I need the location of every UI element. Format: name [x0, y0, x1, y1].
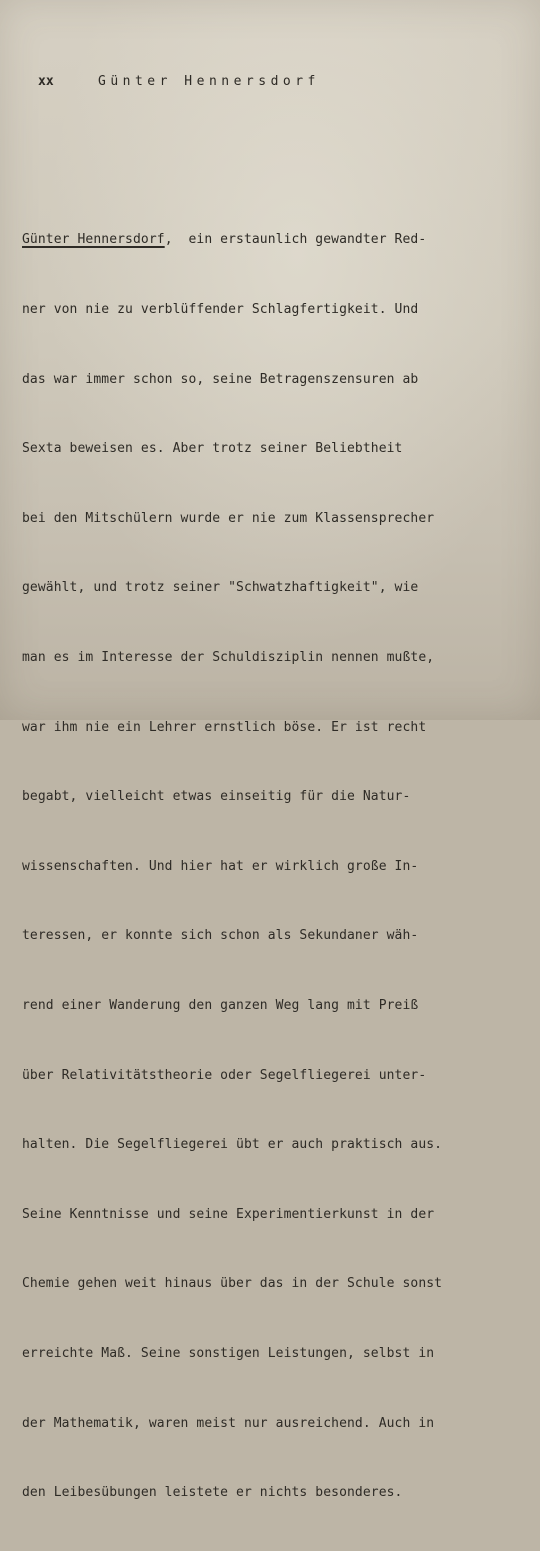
body-line: bei den Mitschülern wurde er nie zum Klassensprecher	[22, 510, 435, 526]
body-line: den Leibesübungen leistete er nichts besonderes.	[22, 1485, 403, 1501]
body-line: teressen, er konnte sich schon als Sekundaner wäh-	[22, 928, 419, 944]
body-line: gewählt, und trotz seiner "Schwatzhaftigkeit", wie	[22, 580, 419, 596]
body-line: das war immer schon so, seine Betragenszensuren ab	[22, 371, 419, 387]
body-line: Sexta beweisen es. Aber trotz seiner Beliebtheit	[22, 441, 403, 457]
body-line: über Relativitätstheorie oder Segelfliegerei unter-	[22, 1067, 427, 1083]
header-mark: xx	[38, 74, 54, 89]
body-line: man es im Interesse der Schuldisziplin nennen mußte,	[22, 649, 435, 665]
body-line: ner von nie zu verblüffender Schlagfertigkeit. Und	[22, 302, 419, 317]
header-title: Günter Hennersdorf	[98, 74, 320, 89]
subject-name: Günter Hennersdorf	[22, 232, 165, 248]
body-line: erreichte Maß. Seine sonstigen Leistungen, selbst in	[22, 1345, 435, 1361]
body-line: wissenschaften. Und hier hat er wirklich große In-	[22, 858, 419, 874]
body-line: Chemie gehen weit hinaus über das in der Schule sonst	[22, 1276, 443, 1292]
first-line-text: , ein erstaunlich gewandter Red-	[164, 232, 427, 248]
body-line: halten. Die Segelfliegerei übt er auch praktisch aus.	[22, 1137, 443, 1153]
body-line: begabt, vielleicht etwas einseitig für die Natur-	[22, 789, 411, 805]
body-paragraph	[22, 182, 442, 1551]
body-line: der Mathematik, waren meist nur ausreichend. Auch in	[22, 1415, 435, 1431]
body-line: Seine Kenntnisse und seine Experimentierkunst in der	[22, 1206, 435, 1222]
page-header	[38, 74, 320, 89]
body-line: rend einer Wanderung den ganzen Weg lang mit Preiß	[22, 997, 419, 1013]
body-line: war ihm nie ein Lehrer ernstlich böse. Er ist recht	[22, 719, 427, 735]
body-line	[22, 228, 442, 251]
